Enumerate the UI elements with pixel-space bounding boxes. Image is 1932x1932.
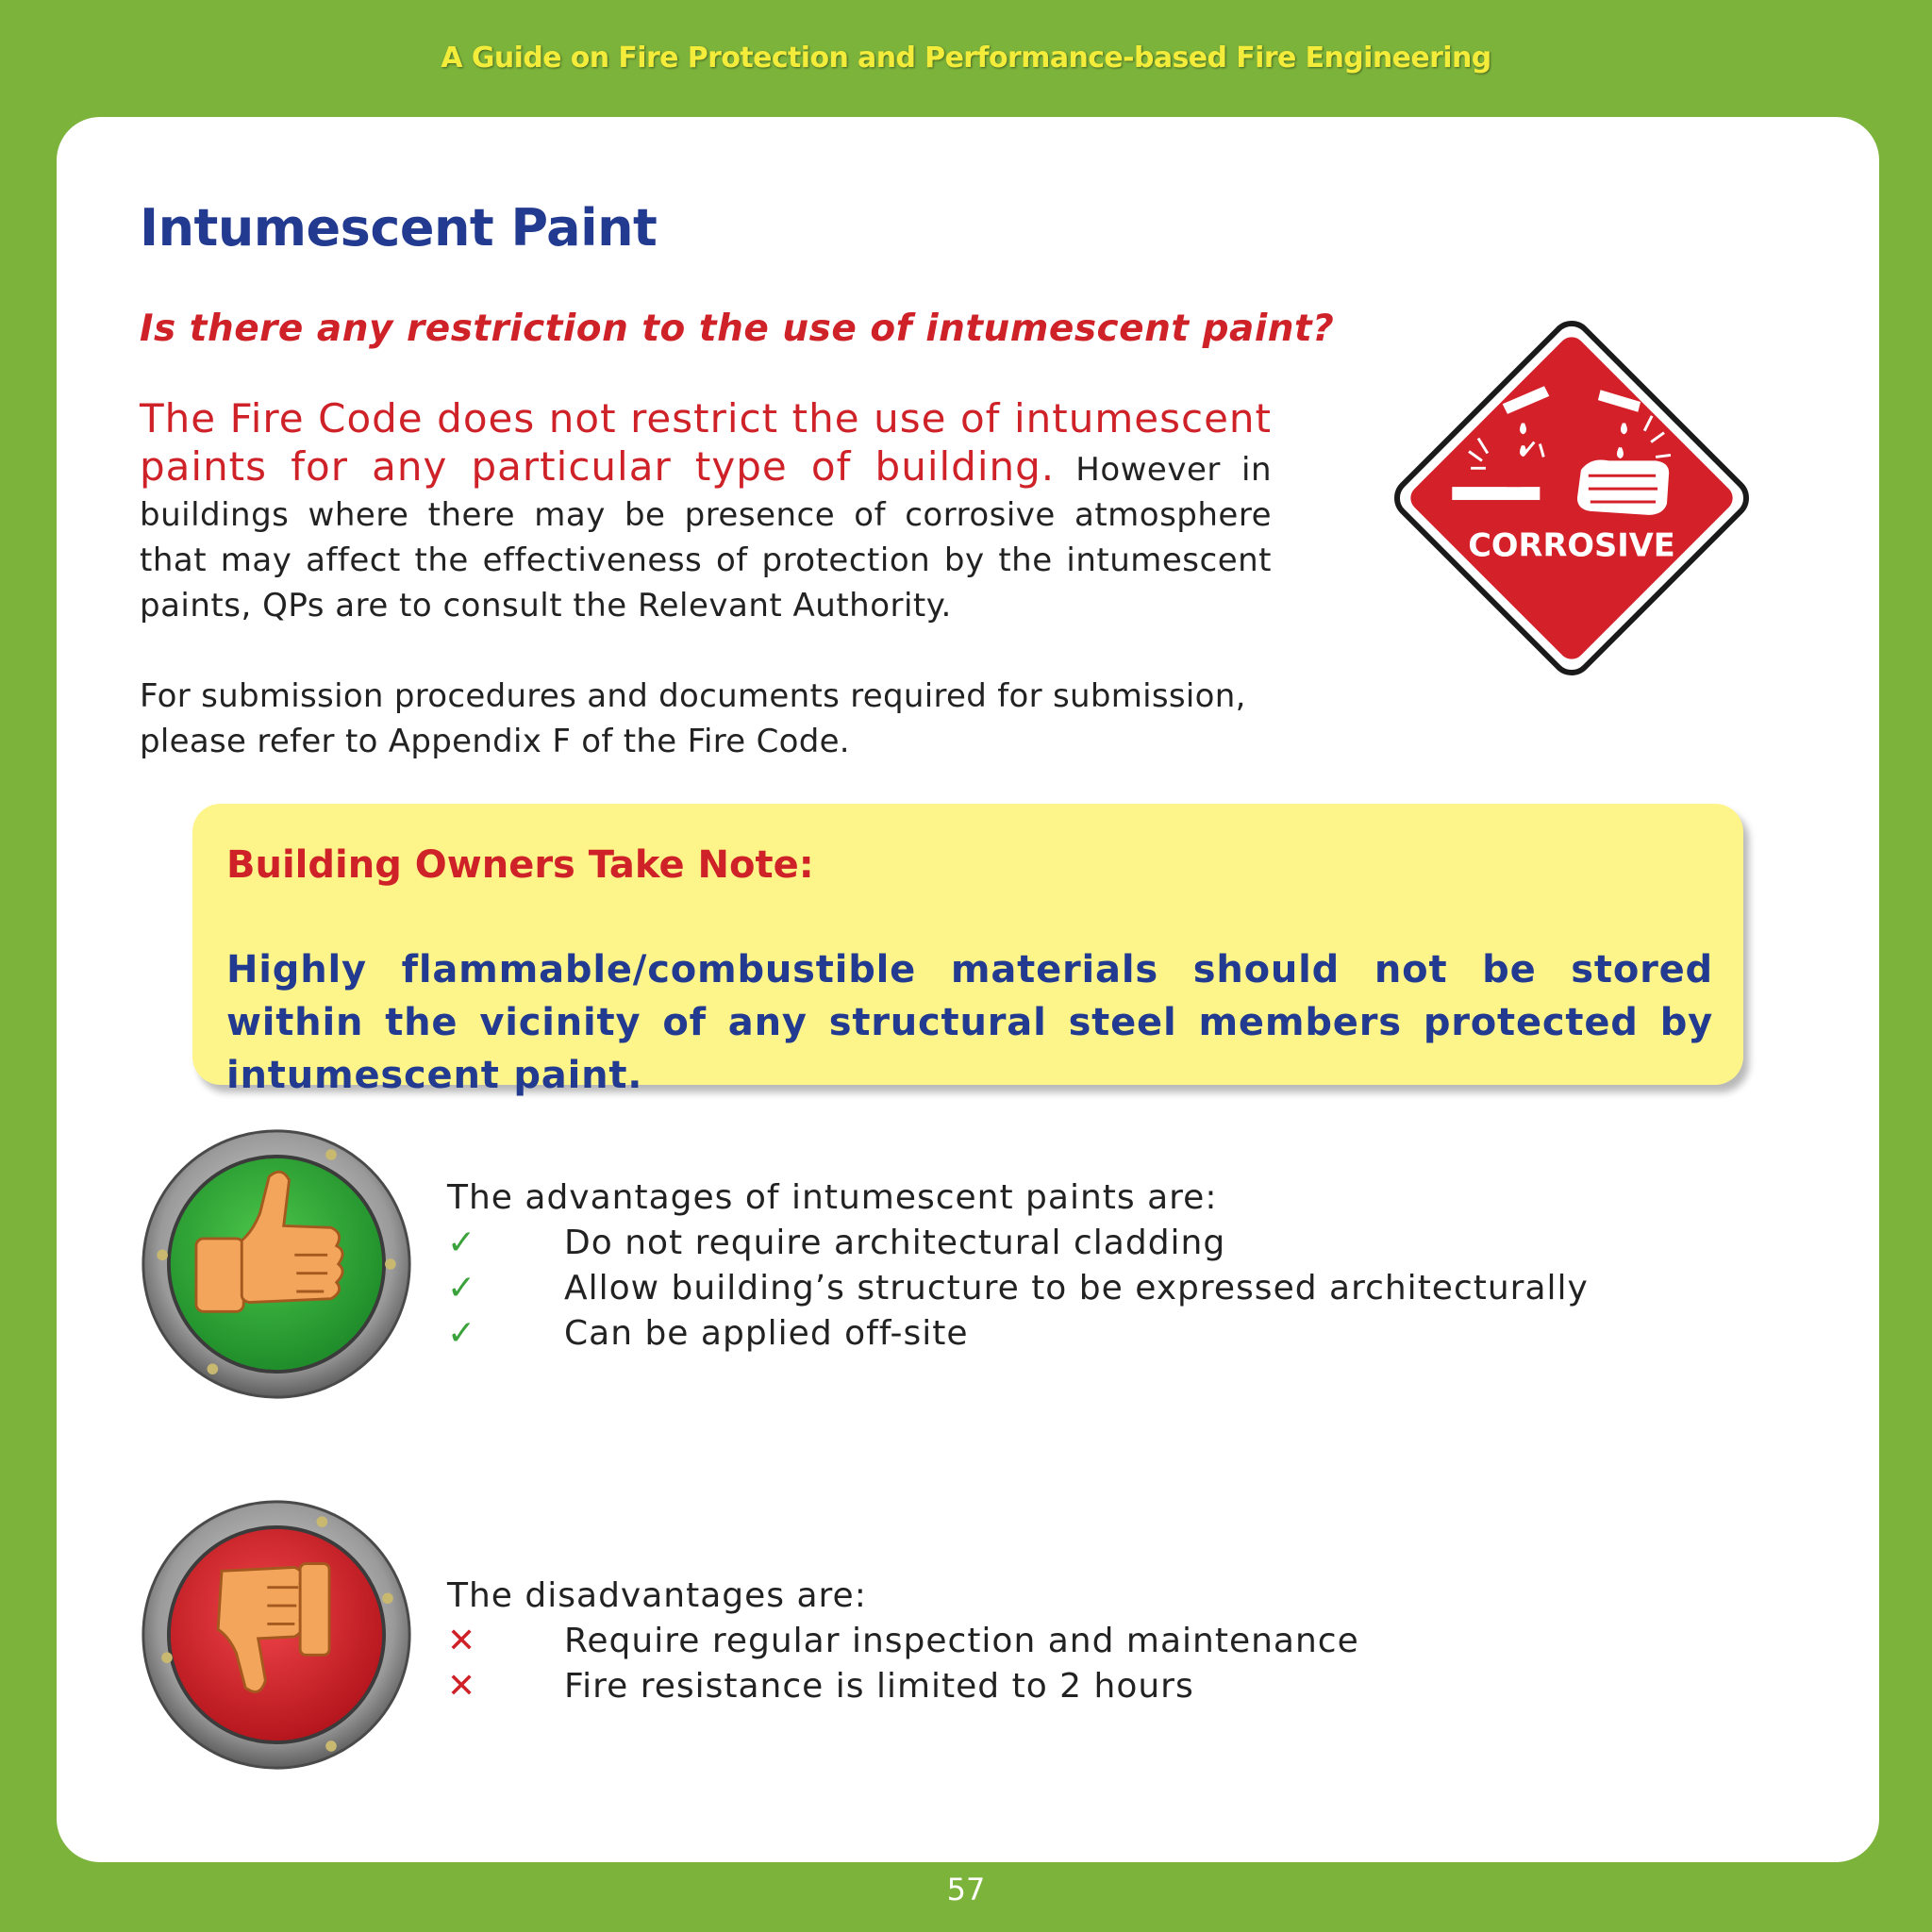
- hazard-label: CORROSIVE: [1468, 526, 1675, 564]
- thumbs-down-icon: [140, 1498, 413, 1772]
- question-heading: Is there any restriction to the use of intumescent paint?: [140, 308, 1335, 350]
- cross-icon: ✕: [447, 1667, 477, 1706]
- check-icon: ✓: [447, 1224, 477, 1262]
- list-item-text: Can be applied off-site: [564, 1314, 969, 1353]
- submission-paragraph: For submission procedures and documents required for submission, please refer to Appendix F of the Fire Code.: [140, 677, 1246, 760]
- note-body: Highly flammable/combustible materials should not be stored within the vicinity of any structural steel members protected by intumescent paint.: [226, 948, 1713, 1097]
- list-item-text: Allow building’s structure to be expressed architecturally: [564, 1269, 1589, 1307]
- list-item: [447, 1311, 1589, 1357]
- list-item: [447, 1266, 1589, 1311]
- advantages-list: [447, 1175, 1589, 1357]
- corrosive-hazard-sign: [1385, 311, 1758, 685]
- list-item: [447, 1221, 1589, 1266]
- cross-icon: ✕: [447, 1622, 477, 1660]
- body-paragraph: [140, 396, 1272, 628]
- advantages-intro: The advantages of intumescent paints are:: [447, 1178, 1218, 1217]
- list-item-text: Fire resistance is limited to 2 hours: [564, 1667, 1194, 1706]
- note-title: Building Owners Take Note:: [226, 843, 814, 887]
- list-item: [447, 1619, 1359, 1664]
- body-lead-text: The Fire Code does not restrict the use of intumescent paints for any particular type of building.: [140, 395, 1272, 490]
- note-box: [192, 804, 1743, 1097]
- list-item: [447, 1664, 1359, 1709]
- page-title: Intumescent Paint: [140, 198, 658, 258]
- check-icon: ✓: [447, 1269, 477, 1307]
- metal-plate-icon: [1452, 487, 1540, 500]
- thumbs-up-icon: [140, 1127, 413, 1401]
- body-rest-text: However in buildings where there may be presence of corrosive atmosphere that may affect the effectiveness of protection by the intumescent paints, QPs are to consult the Relevant Authority.: [140, 451, 1272, 625]
- page-number: 57: [946, 1872, 986, 1907]
- disadvantages-intro: The disadvantages are:: [447, 1576, 867, 1615]
- document-header-title: A Guide on Fire Protection and Performance-based Fire Engineering: [441, 42, 1491, 75]
- list-item-text: Do not require architectural cladding: [564, 1224, 1226, 1262]
- disadvantages-list: [447, 1574, 1359, 1709]
- list-item-text: Require regular inspection and maintenance: [564, 1622, 1359, 1660]
- check-icon: ✓: [447, 1314, 477, 1353]
